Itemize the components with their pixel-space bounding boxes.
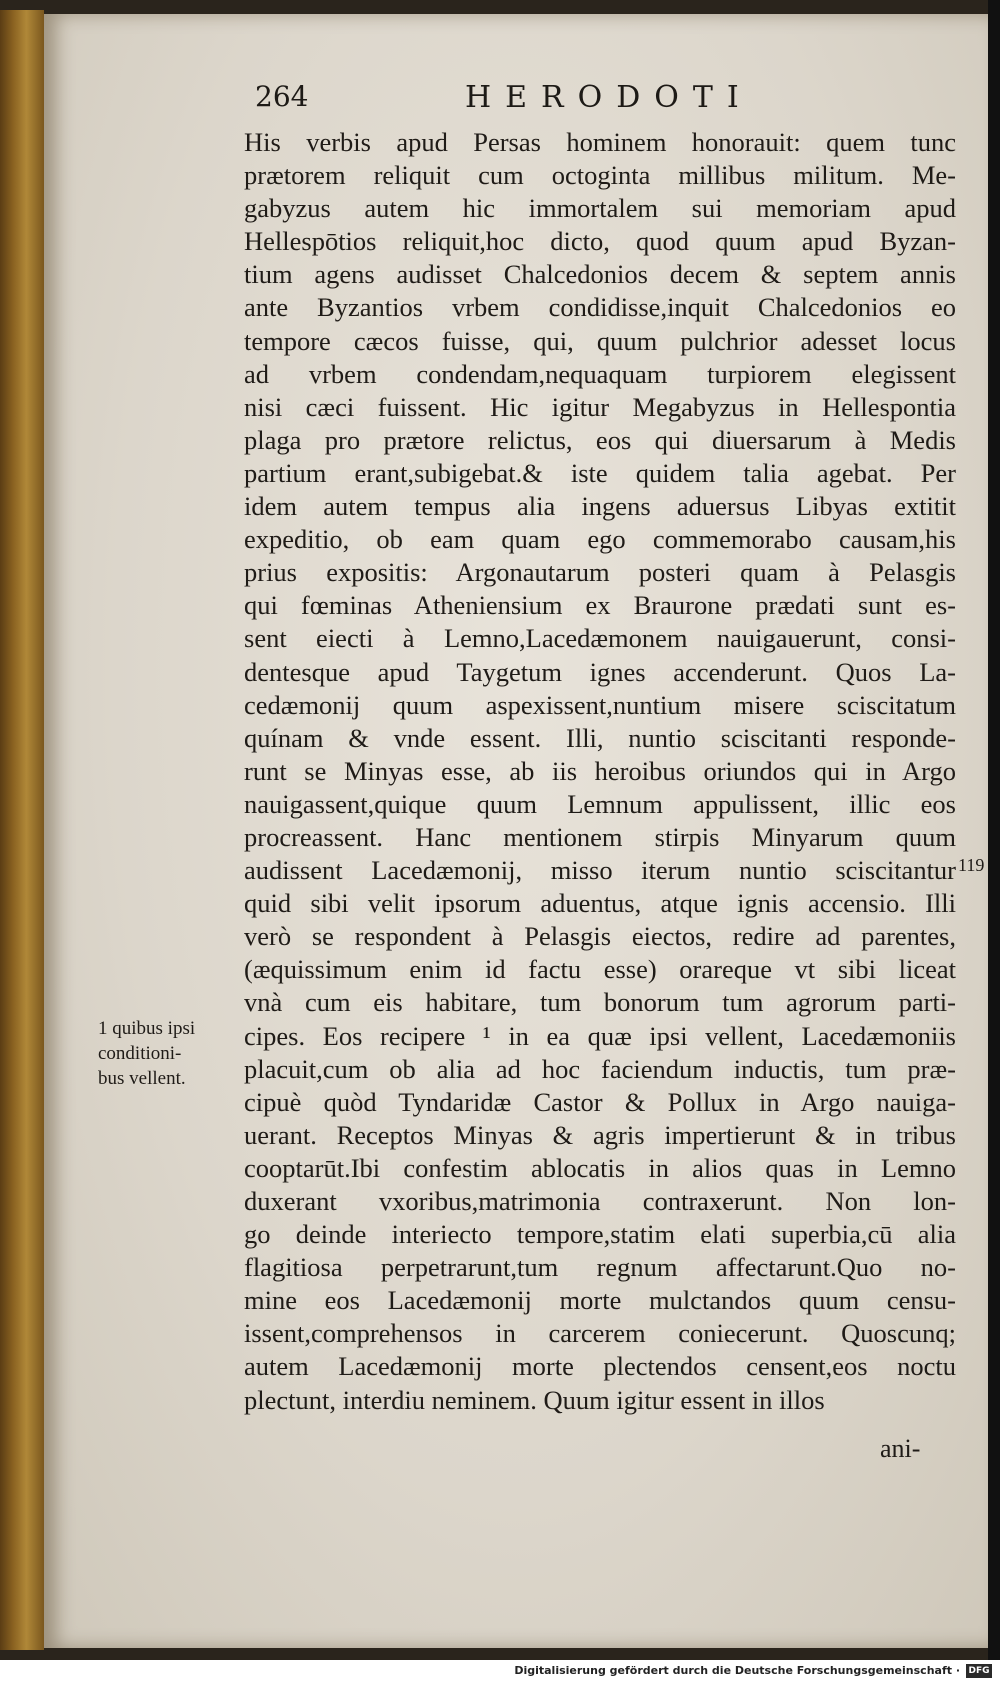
text-line: nauigassent,quique quum Lemnum appulissent, illic eos: [244, 788, 956, 819]
text-line: audissent Lacedæmonij, misso iterum nuntio sciscitantur: [244, 855, 956, 886]
text-line: plaga pro prætore relictus, eos qui diuersarum à Medis: [244, 424, 956, 455]
marginal-note: [98, 1016, 238, 1091]
text-line: cipes. Eos recipere ¹ in ea quæ ipsi vellent, Lacedæmoniis: [244, 1020, 956, 1051]
text-line: sent eiecti à Lemno,Lacedæmonem nauigauerunt, consi-: [244, 623, 956, 654]
text-line: cipuè quòd Tyndaridæ Castor & Pollux in Argo nauiga-: [244, 1086, 956, 1117]
text-line: prætorem reliquit cum octoginta millibus militum. Me-: [244, 160, 956, 191]
funding-credit: Digitalisierung gefördert durch die Deutsche Forschungsgemeinschaft ·: [514, 1664, 960, 1677]
text-line: idem autem tempus alia ingens aduersus Libyas extitit: [244, 491, 956, 522]
section-number: 119: [958, 855, 985, 875]
scan-right-border: [988, 0, 1000, 1660]
marginal-note-line: 1 quibus ipsi: [98, 1018, 196, 1039]
text-line: autem Lacedæmonij morte plectendos censent,eos noctu: [244, 1351, 956, 1382]
body-text: [244, 126, 956, 1417]
digitization-footer: [0, 1660, 1000, 1684]
page-number: 264: [255, 80, 309, 113]
dfg-logo-icon: DFG: [966, 1664, 992, 1678]
text-line: qui fœminas Atheniensium ex Braurone prædati sunt es-: [244, 590, 956, 621]
text-line: cedæmonij quum aspexissent,nuntium misere sciscitatum: [244, 689, 956, 720]
text-line: gabyzus autem hic immortalem sui memoriam apud: [244, 193, 956, 224]
text-line: placuit,cum ob alia ad hoc faciendum inductis, tum præ-: [244, 1053, 956, 1084]
text-line: ad vrbem condendam,nequaquam turpiorem elegissent: [244, 358, 956, 389]
running-head: HERODOTI: [465, 80, 753, 115]
text-line: go deinde interiecto tempore,statim elati superbia,cū alia: [244, 1219, 956, 1250]
marginal-note-line: conditioni-: [98, 1043, 182, 1064]
text-line: mine eos Lacedæmonij morte mulctandos quum censu-: [244, 1285, 956, 1316]
text-line: partium erant,subigebat.& iste quidem talia agebat. Per: [244, 457, 956, 488]
book-binding-edge: [0, 10, 44, 1650]
text-line: His verbis apud Persas hominem honorauit: quem tunc: [244, 127, 956, 157]
text-line: tium agens audisset Chalcedonios decem & septem annis: [244, 259, 956, 290]
text-line: nisi cæci fuissent. Hic igitur Megabyzus in Hellespontia: [244, 391, 956, 422]
text-line: verò se respondent à Pelasgis eiectos, redire ad parentes,: [244, 921, 956, 952]
text-line: plectunt, interdiu neminem. Quum igitur essent in illos: [244, 1384, 825, 1415]
text-line: ante Byzantios vrbem condidisse,inquit Chalcedonios eo: [244, 292, 956, 323]
text-line: procreassent. Hanc mentionem stirpis Minyarum quum: [244, 821, 956, 852]
text-line: cooptarūt.Ibi confestim ablocatis in alios quas in Lemno: [244, 1152, 956, 1183]
text-line: issent,comprehensos in carcerem coniecerunt. Quoscunq;: [244, 1318, 956, 1349]
text-line: dentesque apud Taygetum ignes accenderunt. Quos La-: [244, 656, 956, 687]
text-line: tempore cæcos fuisse, qui, quum pulchrior adesset locus: [244, 325, 956, 356]
text-line: prius expositis: Argonautarum posteri quam à Pelasgis: [244, 557, 956, 588]
text-line: runt se Minyas esse, ab iis heroibus oriundos qui in Argo: [244, 755, 956, 786]
text-line: quid sibi velit ipsorum aduentus, atque ignis accensio. Illi: [244, 888, 956, 919]
text-line: quínam & vnde essent. Illi, nuntio sciscitanti responde-: [244, 722, 956, 753]
page-header: [255, 80, 955, 120]
text-line: vnà cum eis habitare, tum bonorum tum agrorum parti-: [244, 987, 956, 1018]
marginal-note-line: bus vellent.: [98, 1068, 186, 1089]
text-line: expeditio, ob eam quam ego commemorabo causam,his: [244, 524, 956, 555]
text-line: (æquissimum enim id factu esse) orareque vt sibi liceat: [244, 954, 956, 985]
text-line: Hellespōtios reliquit,hoc dicto, quod quum apud Byzan-: [244, 226, 956, 257]
text-line: flagitiosa perpetrarunt,tum regnum affectarunt.Quo no-: [244, 1252, 956, 1283]
text-line: duxerant vxoribus,matrimonia contraxerunt. Non lon-: [244, 1186, 956, 1216]
catchword: ani-: [880, 1434, 921, 1463]
text-line: uerant. Receptos Minyas & agris impertierunt & in tribus: [244, 1119, 956, 1150]
